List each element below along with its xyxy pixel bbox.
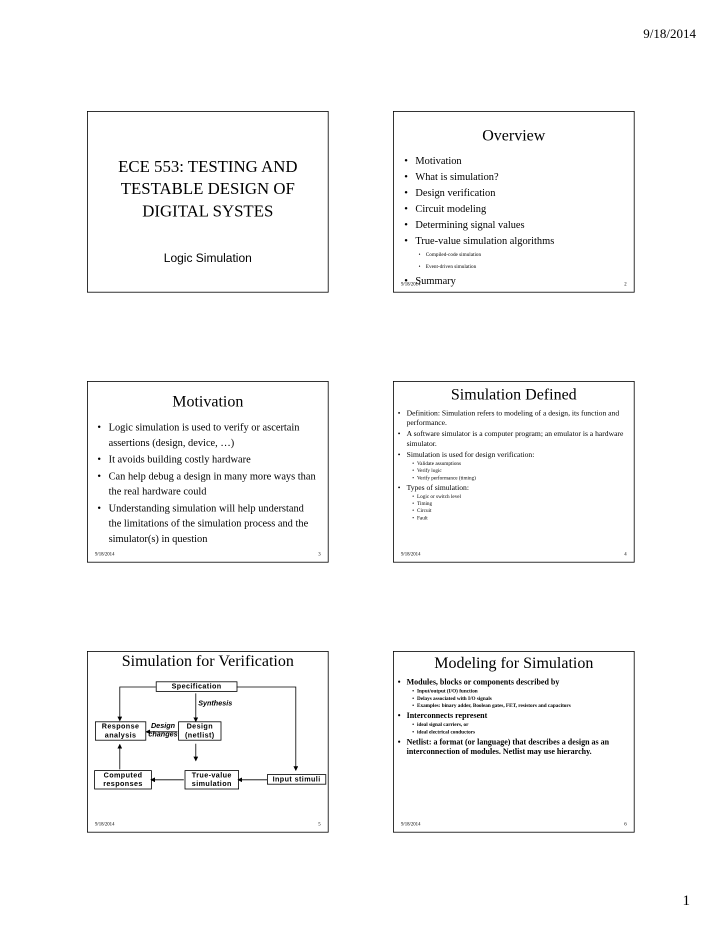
list-item: • Summary xyxy=(404,273,626,289)
input-stimuli-box: Input stimuli xyxy=(267,774,326,784)
list-item: • Interconnects represent xyxy=(398,712,629,722)
footer-date: 9/18/2014 xyxy=(95,822,115,827)
title-line-3: DIGITAL SYSTES xyxy=(142,201,274,221)
list-item: • Can help debug a design in many more ways than the real hardware could xyxy=(97,468,316,498)
sub-item: • Examples: binary adder, Boolean gates, FET, resistors and capacitors xyxy=(398,702,629,709)
page-date: 9/18/2014 xyxy=(643,26,696,41)
design-changes-line-2: changes xyxy=(148,730,178,739)
sub-item: • ideal electrical conductors xyxy=(398,729,629,736)
footer-page: 4 xyxy=(624,552,627,557)
sub-item: • Input/output (I/O) function xyxy=(398,688,629,695)
design-netlist-box xyxy=(178,721,221,740)
footer-date: 9/18/2014 xyxy=(401,552,421,557)
sub-item: • Verify performance (timing) xyxy=(398,475,629,482)
list-item: • Motivation xyxy=(404,153,626,169)
response-line-2: analysis xyxy=(104,731,137,739)
design-line-2: (netlist) xyxy=(185,731,215,739)
sub-item: • Delays associated with I/O signals xyxy=(398,695,629,702)
footer-page: 5 xyxy=(318,822,321,827)
design-line-1: Design xyxy=(186,722,213,731)
specification-box: Specification xyxy=(156,681,238,691)
list-item: • Modules, blocks or components described by xyxy=(398,678,629,688)
response-analysis-box xyxy=(95,721,146,740)
slide-6-title: Modeling for Simulation xyxy=(434,654,594,672)
computed-line-2: responses xyxy=(103,779,143,788)
design-changes-line-1: Design xyxy=(150,721,175,730)
page-number: 1 xyxy=(682,893,690,909)
true-value-line-2: simulation xyxy=(191,779,232,788)
footer-date: 9/18/2014 xyxy=(401,822,421,827)
title-line-2: TESTABLE DESIGN OF xyxy=(120,179,295,199)
true-value-simulation-box xyxy=(185,770,239,789)
slide-4 xyxy=(393,381,635,563)
list-item: • True-value simulation algorithms xyxy=(404,233,626,249)
list-item: • A software simulator is a computer program; an emulator is a hardware simulator. xyxy=(398,430,629,449)
sub-item: • Verify logic xyxy=(398,467,629,474)
list-item: • Understanding simulation will help understand the limitations of the simulation process and the simulator(s) in question xyxy=(97,500,316,546)
design-changes-label xyxy=(147,721,179,739)
computed-responses-box xyxy=(94,770,152,789)
list-item: • It avoids building costly hardware xyxy=(97,451,316,466)
true-value-line-1: True-value xyxy=(191,771,232,779)
list-item: • Determining signal values xyxy=(404,217,626,233)
footer-page: 3 xyxy=(318,552,321,557)
verification-flow-arrows xyxy=(88,652,328,832)
footer-page: 2 xyxy=(624,282,627,287)
sub-item: • Circuit xyxy=(398,507,629,514)
list-item: • Simulation is used for design verification: xyxy=(398,451,629,461)
slide-5 xyxy=(87,651,329,833)
list-item: • What is simulation? xyxy=(404,169,626,185)
slide-2 xyxy=(393,111,635,293)
sub-item: • Event-driven simulation xyxy=(404,261,626,273)
footer-date: 9/18/2014 xyxy=(401,282,421,287)
slide-3 xyxy=(87,381,329,563)
title-line-1: ECE 553: TESTING AND xyxy=(118,156,298,176)
overview-list xyxy=(404,153,626,289)
slide-1-subtitle: Logic Simulation xyxy=(163,251,252,266)
list-item: • Design verification xyxy=(404,185,626,201)
sub-item: • Timing xyxy=(398,500,629,507)
sub-item: • Logic or switch level xyxy=(398,493,629,500)
definition-list xyxy=(398,409,629,522)
sub-item: • Compiled-code simulation xyxy=(404,249,626,261)
sub-item: • Fault xyxy=(398,515,629,522)
footer-page: 6 xyxy=(624,822,627,827)
slide-1-title xyxy=(88,155,328,222)
list-item: • Definition: Simulation refers to modeling of a design, its function and performance. xyxy=(398,409,629,428)
list-item: • Circuit modeling xyxy=(404,201,626,217)
response-line-1: Response xyxy=(101,722,140,731)
slide-1 xyxy=(87,111,329,293)
slide-6 xyxy=(393,651,635,833)
sub-item: • ideal signal carriers, or xyxy=(398,721,629,728)
computed-line-1: Computed xyxy=(103,771,143,779)
footer-date: 9/18/2014 xyxy=(95,552,115,557)
slide-5-title: Simulation for Verification xyxy=(121,652,294,671)
list-item: • Netlist: a format (or language) that describes a design as an interconnection of modules. Netlist may use hierarchy. xyxy=(398,738,629,757)
slide-2-title: Overview xyxy=(482,127,546,145)
slide-4-title: Simulation Defined xyxy=(450,385,577,404)
synthesis-label: Synthesis xyxy=(198,699,233,707)
list-item: • Types of simulation: xyxy=(398,483,629,493)
sub-item: • Validate assumptions xyxy=(398,460,629,467)
slide-3-title: Motivation xyxy=(172,393,244,411)
list-item: • Logic simulation is used to verify or ascertain assertions (design, device, …) xyxy=(97,419,316,449)
motivation-list xyxy=(97,419,316,545)
modeling-list xyxy=(398,678,629,757)
